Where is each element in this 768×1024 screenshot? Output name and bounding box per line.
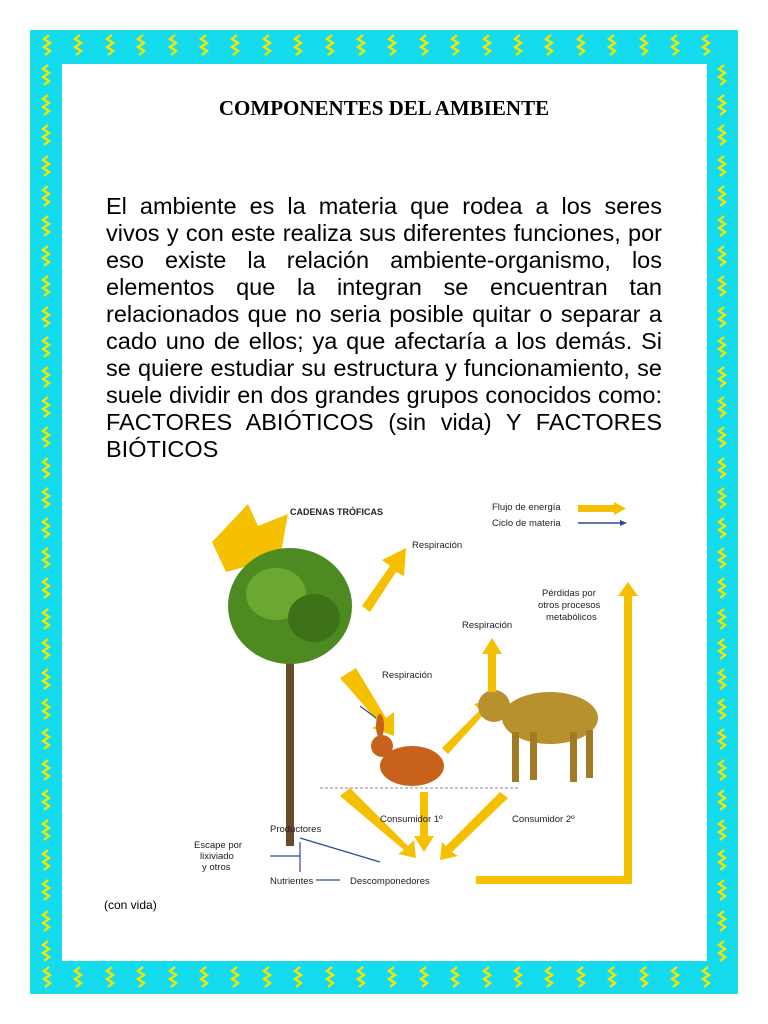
zigzag-icon bbox=[135, 966, 147, 988]
escape-label-1: Escape por bbox=[194, 840, 243, 851]
zigzag-icon bbox=[575, 966, 587, 988]
zigzag-icon bbox=[669, 966, 681, 988]
zigzag-icon bbox=[292, 966, 304, 988]
zigzag-icon bbox=[104, 34, 116, 56]
zigzag-icon bbox=[716, 336, 728, 358]
zigzag-icon bbox=[261, 966, 273, 988]
perdidas-label-2: otros procesos bbox=[538, 600, 601, 611]
zigzag-icon bbox=[716, 396, 728, 418]
zigzag-icon bbox=[40, 275, 52, 297]
zigzag-icon bbox=[716, 547, 728, 569]
legend-matter-arrow-icon bbox=[620, 520, 627, 526]
zigzag-icon bbox=[386, 966, 398, 988]
zigzag-icon bbox=[40, 396, 52, 418]
zigzag-icon bbox=[716, 215, 728, 237]
body-paragraph: El ambiente es la materia que rodea a los seres vivos y con este realiza sus diferentes funciones, por eso existe la relación ambiente-organismo, los elementos que la integran se encuentran tan relacionados que no seria posible quitar o separar a cado uno de ellos; ya que afectaría a los demás. Si se quiere estudiar su estructura y funcionamiento, se suele dividir en dos grandes grupos conocidos como: FACTORES ABIÓTICOS (sin vida) Y FACTORES BIÓTICOS bbox=[106, 193, 662, 462]
zigzag-icon bbox=[716, 819, 728, 841]
zigzag-icon bbox=[40, 910, 52, 932]
zigzag-icon bbox=[716, 608, 728, 630]
zigzag-icon bbox=[40, 124, 52, 146]
lynx-leg bbox=[512, 732, 519, 782]
zigzag-icon bbox=[40, 487, 52, 509]
zigzag-icon bbox=[606, 966, 618, 988]
zigzag-icon bbox=[716, 638, 728, 660]
zigzag-icon bbox=[324, 966, 336, 988]
zigzag-icon bbox=[40, 728, 52, 750]
zigzag-icon bbox=[40, 215, 52, 237]
zigzag-icon bbox=[167, 34, 179, 56]
zigzag-icon bbox=[355, 966, 367, 988]
zigzag-icon bbox=[324, 34, 336, 56]
zigzag-icon bbox=[40, 64, 52, 86]
zigzag-icon bbox=[386, 34, 398, 56]
zigzag-icon bbox=[716, 124, 728, 146]
zigzag-icon bbox=[716, 155, 728, 177]
zigzag-icon bbox=[40, 638, 52, 660]
perdidas-label-1: Pérdidas por bbox=[542, 588, 596, 599]
consumidor1-label: Consumidor 1º bbox=[380, 814, 443, 825]
lynx-head bbox=[478, 690, 510, 722]
zigzag-icon bbox=[716, 64, 728, 86]
diagram-title: CADENAS TRÓFICAS bbox=[290, 507, 384, 517]
zigzag-icon bbox=[40, 547, 52, 569]
zigzag-icon bbox=[716, 728, 728, 750]
zigzag-icon bbox=[104, 966, 116, 988]
zigzag-icon bbox=[512, 966, 524, 988]
matter-arrow bbox=[300, 838, 380, 862]
zigzag-icon bbox=[543, 34, 555, 56]
zigzag-icon bbox=[40, 698, 52, 720]
zigzag-icon bbox=[40, 759, 52, 781]
lynx-leg bbox=[530, 732, 537, 780]
consumer2-to-decomposer-arrow bbox=[440, 792, 508, 860]
zigzag-icon bbox=[292, 34, 304, 56]
zigzag-icon bbox=[481, 966, 493, 988]
zigzag-icon bbox=[40, 336, 52, 358]
zigzag-icon bbox=[40, 940, 52, 962]
zigzag-icon bbox=[41, 966, 53, 988]
zigzag-icon bbox=[481, 34, 493, 56]
zigzag-icon bbox=[543, 966, 555, 988]
zigzag-icon bbox=[700, 966, 712, 988]
zigzag-icon bbox=[167, 966, 179, 988]
perdidas-label-3: metabólicos bbox=[546, 612, 597, 623]
zigzag-icon bbox=[40, 306, 52, 328]
zigzag-icon bbox=[40, 426, 52, 448]
zigzag-icon bbox=[418, 966, 430, 988]
consumidor2-label: Consumidor 2º bbox=[512, 814, 575, 825]
respiracion-label-1: Respiración bbox=[412, 540, 463, 551]
zigzag-icon bbox=[355, 34, 367, 56]
descomponedores-label: Descomponedores bbox=[350, 876, 430, 887]
zigzag-icon bbox=[716, 306, 728, 328]
zigzag-icon bbox=[40, 789, 52, 811]
respiracion-label-2: Respiración bbox=[382, 670, 433, 681]
legend-energy-swatch bbox=[578, 505, 614, 512]
lynx-leg bbox=[570, 732, 577, 782]
food-chain-diagram bbox=[190, 496, 640, 896]
zigzag-icon bbox=[716, 426, 728, 448]
nutrientes-label: Nutrientes bbox=[270, 876, 314, 887]
zigzag-icon bbox=[40, 517, 52, 539]
zigzag-icon bbox=[606, 34, 618, 56]
zigzag-icon bbox=[40, 849, 52, 871]
zigzag-icon bbox=[575, 34, 587, 56]
tree-respiration-arrow bbox=[362, 548, 406, 612]
productores-label: Productores bbox=[270, 824, 322, 835]
tree-trunk bbox=[286, 646, 294, 846]
rabbit-head bbox=[371, 735, 393, 757]
lynx-respiration-arrow bbox=[482, 638, 502, 692]
zigzag-icon bbox=[716, 275, 728, 297]
zigzag-icon bbox=[261, 34, 273, 56]
zigzag-icon bbox=[40, 819, 52, 841]
legend-energy-arrow-icon bbox=[614, 502, 626, 515]
zigzag-icon bbox=[716, 577, 728, 599]
zigzag-icon bbox=[716, 487, 728, 509]
zigzag-icon bbox=[449, 966, 461, 988]
zigzag-icon bbox=[40, 366, 52, 388]
zigzag-icon bbox=[638, 34, 650, 56]
escape-label-2: lixiviado bbox=[200, 851, 234, 862]
zigzag-icon bbox=[716, 668, 728, 690]
zigzag-icon bbox=[198, 34, 210, 56]
rabbit-ear bbox=[376, 714, 384, 738]
zigzag-icon bbox=[716, 879, 728, 901]
zigzag-icon bbox=[716, 849, 728, 871]
respiracion-label-3: Respiración bbox=[462, 620, 513, 631]
zigzag-icon bbox=[40, 457, 52, 479]
zigzag-icon bbox=[716, 789, 728, 811]
zigzag-icon bbox=[716, 245, 728, 267]
tree-crown-shade bbox=[288, 594, 340, 642]
zigzag-icon bbox=[40, 608, 52, 630]
zigzag-icon bbox=[669, 34, 681, 56]
zigzag-icon bbox=[72, 966, 84, 988]
zigzag-icon bbox=[700, 34, 712, 56]
zigzag-icon bbox=[716, 185, 728, 207]
zigzag-icon bbox=[449, 34, 461, 56]
zigzag-icon bbox=[40, 245, 52, 267]
caption: (con vida) bbox=[104, 898, 157, 912]
zigzag-icon bbox=[40, 185, 52, 207]
page-title: COMPONENTES DEL AMBIENTE bbox=[218, 96, 550, 120]
zigzag-icon bbox=[512, 34, 524, 56]
zigzag-icon bbox=[198, 966, 210, 988]
zigzag-icon bbox=[229, 966, 241, 988]
zigzag-icon bbox=[40, 577, 52, 599]
zigzag-icon bbox=[716, 759, 728, 781]
zigzag-icon bbox=[418, 34, 430, 56]
escape-label-3: y otros bbox=[202, 862, 231, 873]
zigzag-icon bbox=[716, 698, 728, 720]
zigzag-icon bbox=[40, 155, 52, 177]
zigzag-icon bbox=[716, 517, 728, 539]
legend-matter-label: Ciclo de materia bbox=[492, 518, 561, 529]
zigzag-icon bbox=[716, 457, 728, 479]
zigzag-icon bbox=[40, 668, 52, 690]
legend-energy-label: Flujo de energía bbox=[492, 502, 561, 513]
zigzag-icon bbox=[40, 879, 52, 901]
lynx-leg bbox=[586, 730, 593, 778]
zigzag-icon bbox=[638, 966, 650, 988]
zigzag-icon bbox=[72, 34, 84, 56]
zigzag-icon bbox=[229, 34, 241, 56]
zigzag-icon bbox=[716, 910, 728, 932]
zigzag-icon bbox=[716, 366, 728, 388]
zigzag-icon bbox=[41, 34, 53, 56]
zigzag-icon bbox=[135, 34, 147, 56]
zigzag-icon bbox=[716, 940, 728, 962]
